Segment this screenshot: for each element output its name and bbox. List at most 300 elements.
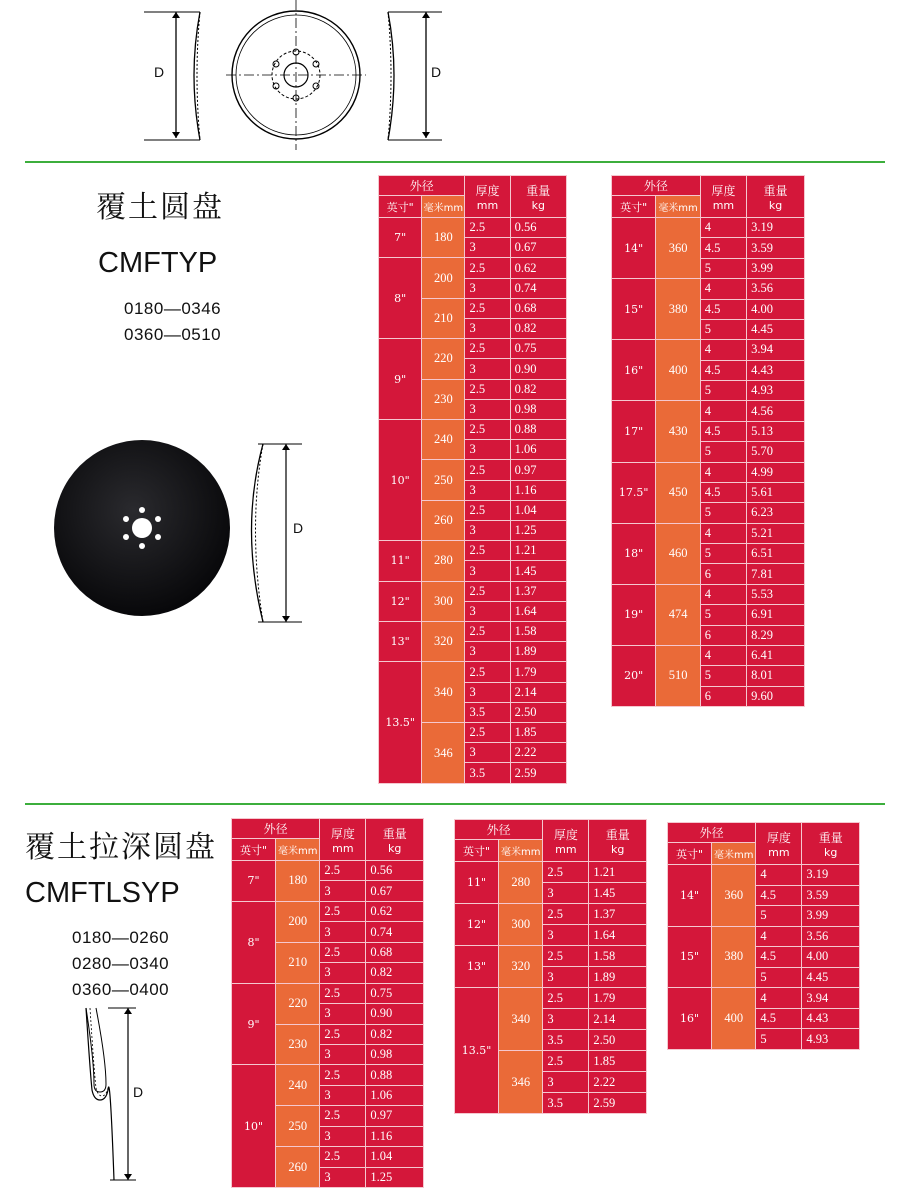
dimension-label-d: D bbox=[133, 1084, 144, 1100]
weight-cell: 3.19 bbox=[802, 865, 860, 886]
weight-cell: 0.82 bbox=[366, 963, 424, 983]
weight-cell: 2.59 bbox=[589, 1093, 647, 1114]
weight-cell: 4.93 bbox=[802, 1029, 860, 1050]
weight-cell: 0.88 bbox=[366, 1065, 424, 1085]
table-row bbox=[668, 865, 860, 886]
mm-cell: 200 bbox=[276, 901, 320, 942]
weight-cell: 0.74 bbox=[366, 922, 424, 942]
weight-cell: 6.51 bbox=[747, 544, 805, 564]
weight-cell: 9.60 bbox=[747, 686, 805, 706]
table-row bbox=[379, 581, 567, 601]
inch-cell: 16" bbox=[668, 988, 712, 1050]
thickness-cell: 4.5 bbox=[756, 947, 802, 968]
thickness-cell: 5 bbox=[756, 967, 802, 988]
mm-cell: 340 bbox=[422, 662, 465, 723]
table-row bbox=[455, 904, 647, 925]
table-row bbox=[612, 462, 805, 482]
thickness-cell: 5 bbox=[700, 666, 746, 686]
weight-cell: 0.98 bbox=[510, 399, 566, 419]
thickness-cell: 2.5 bbox=[465, 339, 510, 359]
spec-table bbox=[611, 175, 805, 707]
weight-cell: 3.56 bbox=[802, 926, 860, 947]
inch-cell: 14" bbox=[668, 865, 712, 927]
thickness-cell: 4.5 bbox=[700, 360, 746, 380]
mm-cell: 250 bbox=[276, 1106, 320, 1147]
inch-cell: 15" bbox=[668, 926, 712, 988]
table-row bbox=[612, 584, 805, 604]
header-outer-diameter: 外径 bbox=[232, 819, 320, 839]
weight-cell: 5.13 bbox=[747, 421, 805, 441]
mm-cell: 260 bbox=[276, 1147, 320, 1188]
weight-cell: 1.85 bbox=[510, 723, 566, 743]
inch-cell: 13" bbox=[379, 622, 422, 662]
weight-cell: 0.62 bbox=[510, 258, 566, 278]
weight-cell: 0.68 bbox=[366, 942, 424, 962]
inch-cell: 13.5" bbox=[379, 662, 422, 784]
mm-cell: 280 bbox=[499, 862, 543, 904]
weight-cell: 0.90 bbox=[510, 359, 566, 379]
mm-cell: 280 bbox=[422, 541, 465, 581]
thickness-cell: 5 bbox=[756, 906, 802, 927]
thickness-cell: 4.5 bbox=[700, 421, 746, 441]
table-row bbox=[455, 946, 647, 967]
table-row bbox=[232, 861, 424, 881]
weight-cell: 1.64 bbox=[510, 601, 566, 621]
thickness-cell: 5 bbox=[700, 544, 746, 564]
black-disc-image bbox=[50, 430, 310, 630]
weight-cell: 5.53 bbox=[747, 584, 805, 604]
weight-cell: 0.68 bbox=[510, 298, 566, 318]
product-code: 0280—0340 bbox=[72, 954, 170, 973]
header-thickness: 厚度 mm bbox=[320, 819, 366, 861]
inch-cell: 10" bbox=[379, 420, 422, 541]
thickness-cell: 2.5 bbox=[543, 1051, 589, 1072]
mm-cell: 380 bbox=[656, 279, 700, 340]
mm-cell: 320 bbox=[422, 622, 465, 662]
inch-cell: 11" bbox=[379, 541, 422, 581]
mm-cell: 300 bbox=[499, 904, 543, 946]
thickness-cell: 2.5 bbox=[465, 379, 510, 399]
weight-cell: 1.89 bbox=[510, 642, 566, 662]
weight-cell: 5.61 bbox=[747, 482, 805, 502]
inch-cell: 10" bbox=[232, 1065, 276, 1188]
inch-cell: 9" bbox=[232, 983, 276, 1065]
weight-cell: 0.90 bbox=[366, 1004, 424, 1024]
thickness-cell: 2.5 bbox=[465, 541, 510, 561]
weight-cell: 4.45 bbox=[747, 319, 805, 339]
mm-cell: 250 bbox=[422, 460, 465, 500]
mm-cell: 180 bbox=[276, 861, 320, 902]
product-title: 覆土圆盘 bbox=[96, 190, 224, 225]
disc-technical-drawing bbox=[140, 0, 460, 152]
spec-table bbox=[231, 818, 424, 1188]
header-weight: 重量 kg bbox=[510, 176, 566, 218]
header-thickness: 厚度 mm bbox=[756, 823, 802, 865]
header-inch: 英寸" bbox=[232, 839, 276, 861]
thickness-cell: 4 bbox=[700, 340, 746, 360]
table-row bbox=[612, 523, 805, 543]
thickness-cell: 2.5 bbox=[320, 1147, 366, 1167]
thickness-cell: 4 bbox=[700, 218, 746, 238]
thickness-cell: 2.5 bbox=[465, 258, 510, 278]
weight-cell: 3.99 bbox=[802, 906, 860, 927]
deep-disc-profile-drawing bbox=[80, 1000, 160, 1190]
thickness-cell: 2.5 bbox=[465, 218, 510, 238]
header-weight: 重量 kg bbox=[589, 820, 647, 862]
inch-cell: 20" bbox=[612, 645, 656, 706]
weight-cell: 4.43 bbox=[747, 360, 805, 380]
inch-cell: 13.5" bbox=[455, 988, 499, 1114]
thickness-cell: 3.5 bbox=[543, 1030, 589, 1051]
weight-cell: 0.56 bbox=[366, 861, 424, 881]
dimension-label-d: D bbox=[293, 520, 304, 536]
weight-cell: 4.99 bbox=[747, 462, 805, 482]
thickness-cell: 5 bbox=[700, 258, 746, 278]
weight-cell: 1.79 bbox=[589, 988, 647, 1009]
mm-cell: 400 bbox=[712, 988, 756, 1050]
product-model: CMFTLSYP bbox=[25, 877, 180, 909]
spec-table bbox=[454, 819, 647, 1114]
weight-cell: 1.58 bbox=[510, 622, 566, 642]
inch-cell: 13" bbox=[455, 946, 499, 988]
thickness-cell: 6 bbox=[700, 625, 746, 645]
mm-cell: 346 bbox=[422, 723, 465, 784]
dimension-label-d: D bbox=[154, 64, 165, 80]
table-row bbox=[455, 862, 647, 883]
weight-cell: 2.22 bbox=[510, 743, 566, 763]
table-row bbox=[379, 218, 567, 238]
inch-cell: 7" bbox=[232, 861, 276, 902]
table-row bbox=[379, 662, 567, 682]
thickness-cell: 4 bbox=[700, 523, 746, 543]
inch-cell: 11" bbox=[455, 862, 499, 904]
thickness-cell: 4.5 bbox=[700, 482, 746, 502]
thickness-cell: 4 bbox=[700, 279, 746, 299]
thickness-cell: 3 bbox=[320, 1126, 366, 1146]
thickness-cell: 3 bbox=[320, 1167, 366, 1187]
mm-cell: 210 bbox=[276, 942, 320, 983]
header-mm: 毫米mm bbox=[712, 843, 756, 865]
thickness-cell: 3 bbox=[320, 922, 366, 942]
weight-cell: 1.21 bbox=[510, 541, 566, 561]
weight-cell: 3.56 bbox=[747, 279, 805, 299]
thickness-cell: 3 bbox=[465, 521, 510, 541]
product-code: 0180—0346 bbox=[124, 299, 222, 318]
weight-cell: 0.88 bbox=[510, 420, 566, 440]
thickness-cell: 5 bbox=[700, 605, 746, 625]
table-row bbox=[612, 279, 805, 299]
mm-cell: 320 bbox=[499, 946, 543, 988]
thickness-cell: 2.5 bbox=[465, 500, 510, 520]
table-row bbox=[379, 622, 567, 642]
thickness-cell: 2.5 bbox=[320, 901, 366, 921]
mm-cell: 220 bbox=[276, 983, 320, 1024]
inch-cell: 8" bbox=[379, 258, 422, 339]
thickness-cell: 6 bbox=[700, 564, 746, 584]
weight-cell: 8.29 bbox=[747, 625, 805, 645]
weight-cell: 6.91 bbox=[747, 605, 805, 625]
weight-cell: 0.82 bbox=[510, 379, 566, 399]
header-outer-diameter: 外径 bbox=[668, 823, 756, 843]
inch-cell: 12" bbox=[455, 904, 499, 946]
table-row bbox=[379, 339, 567, 359]
weight-cell: 2.50 bbox=[510, 702, 566, 722]
header-outer-diameter: 外径 bbox=[455, 820, 543, 840]
thickness-cell: 2.5 bbox=[465, 662, 510, 682]
table-row bbox=[379, 258, 567, 278]
thickness-cell: 3 bbox=[465, 278, 510, 298]
inch-cell: 7" bbox=[379, 218, 422, 258]
weight-cell: 1.06 bbox=[366, 1085, 424, 1105]
mm-cell: 200 bbox=[422, 258, 465, 298]
weight-cell: 5.70 bbox=[747, 442, 805, 462]
table-row bbox=[612, 218, 805, 238]
table-row bbox=[232, 983, 424, 1003]
weight-cell: 2.14 bbox=[510, 682, 566, 702]
thickness-cell: 4 bbox=[756, 988, 802, 1009]
weight-cell: 0.56 bbox=[510, 218, 566, 238]
mm-cell: 400 bbox=[656, 340, 700, 401]
header-weight: 重量 kg bbox=[747, 176, 805, 218]
mm-cell: 346 bbox=[499, 1051, 543, 1114]
thickness-cell: 2.5 bbox=[320, 861, 366, 881]
header-inch: 英寸" bbox=[612, 196, 656, 218]
thickness-cell: 3 bbox=[320, 1044, 366, 1064]
table-row bbox=[232, 901, 424, 921]
mm-cell: 340 bbox=[499, 988, 543, 1051]
inch-cell: 16" bbox=[612, 340, 656, 401]
thickness-cell: 2.5 bbox=[320, 1106, 366, 1126]
inch-cell: 14" bbox=[612, 218, 656, 279]
thickness-cell: 3 bbox=[465, 743, 510, 763]
thickness-cell: 2.5 bbox=[543, 904, 589, 925]
thickness-cell: 3 bbox=[465, 319, 510, 339]
thickness-cell: 4.5 bbox=[700, 238, 746, 258]
table-row bbox=[232, 1065, 424, 1085]
mm-cell: 510 bbox=[656, 645, 700, 706]
weight-cell: 1.89 bbox=[589, 967, 647, 988]
thickness-cell: 2.5 bbox=[543, 946, 589, 967]
thickness-cell: 4 bbox=[756, 926, 802, 947]
mm-cell: 240 bbox=[422, 420, 465, 460]
mm-cell: 380 bbox=[712, 926, 756, 988]
thickness-cell: 2.5 bbox=[320, 942, 366, 962]
weight-cell: 0.97 bbox=[366, 1106, 424, 1126]
weight-cell: 0.74 bbox=[510, 278, 566, 298]
weight-cell: 6.41 bbox=[747, 645, 805, 665]
product-model: CMFTYP bbox=[98, 247, 218, 279]
thickness-cell: 6 bbox=[700, 686, 746, 706]
weight-cell: 4.43 bbox=[802, 1008, 860, 1029]
header-inch: 英寸" bbox=[668, 843, 712, 865]
inch-cell: 17" bbox=[612, 401, 656, 462]
weight-cell: 6.23 bbox=[747, 503, 805, 523]
weight-cell: 0.67 bbox=[366, 881, 424, 901]
table-row bbox=[668, 926, 860, 947]
weight-cell: 0.75 bbox=[510, 339, 566, 359]
table-row bbox=[612, 401, 805, 421]
thickness-cell: 2.5 bbox=[320, 1065, 366, 1085]
weight-cell: 3.59 bbox=[802, 885, 860, 906]
header-mm: 毫米mm bbox=[656, 196, 700, 218]
weight-cell: 1.25 bbox=[366, 1167, 424, 1187]
thickness-cell: 3 bbox=[320, 1085, 366, 1105]
table-row bbox=[379, 541, 567, 561]
thickness-cell: 4 bbox=[700, 401, 746, 421]
header-thickness: 厚度 mm bbox=[543, 820, 589, 862]
weight-cell: 4.00 bbox=[747, 299, 805, 319]
mm-cell: 450 bbox=[656, 462, 700, 523]
weight-cell: 1.79 bbox=[510, 662, 566, 682]
thickness-cell: 3 bbox=[465, 359, 510, 379]
weight-cell: 1.85 bbox=[589, 1051, 647, 1072]
mm-cell: 210 bbox=[422, 298, 465, 338]
mm-cell: 260 bbox=[422, 500, 465, 540]
thickness-cell: 3 bbox=[320, 1004, 366, 1024]
thickness-cell: 3.5 bbox=[543, 1093, 589, 1114]
weight-cell: 1.04 bbox=[510, 500, 566, 520]
mm-cell: 220 bbox=[422, 339, 465, 379]
mm-cell: 230 bbox=[276, 1024, 320, 1065]
thickness-cell: 5 bbox=[700, 442, 746, 462]
thickness-cell: 5 bbox=[700, 319, 746, 339]
weight-cell: 0.97 bbox=[510, 460, 566, 480]
thickness-cell: 2.5 bbox=[465, 581, 510, 601]
product-code: 0360—0510 bbox=[124, 325, 222, 344]
thickness-cell: 2.5 bbox=[465, 460, 510, 480]
mm-cell: 360 bbox=[656, 218, 700, 279]
thickness-cell: 4 bbox=[700, 584, 746, 604]
weight-cell: 3.19 bbox=[747, 218, 805, 238]
weight-cell: 1.64 bbox=[589, 925, 647, 946]
thickness-cell: 2.5 bbox=[465, 420, 510, 440]
weight-cell: 1.04 bbox=[366, 1147, 424, 1167]
thickness-cell: 3 bbox=[465, 601, 510, 621]
weight-cell: 1.21 bbox=[589, 862, 647, 883]
header-inch: 英寸" bbox=[455, 840, 499, 862]
header-thickness: 厚度 mm bbox=[700, 176, 746, 218]
weight-cell: 3.94 bbox=[802, 988, 860, 1009]
weight-cell: 0.98 bbox=[366, 1044, 424, 1064]
table-row bbox=[612, 340, 805, 360]
mm-cell: 360 bbox=[712, 865, 756, 927]
weight-cell: 1.25 bbox=[510, 521, 566, 541]
thickness-cell: 3 bbox=[465, 642, 510, 662]
weight-cell: 1.16 bbox=[510, 480, 566, 500]
product-code: 0360—0400 bbox=[72, 980, 170, 999]
thickness-cell: 4 bbox=[756, 865, 802, 886]
weight-cell: 1.37 bbox=[510, 581, 566, 601]
mm-cell: 474 bbox=[656, 584, 700, 645]
weight-cell: 4.45 bbox=[802, 967, 860, 988]
weight-cell: 3.99 bbox=[747, 258, 805, 278]
weight-cell: 4.93 bbox=[747, 381, 805, 401]
mm-cell: 230 bbox=[422, 379, 465, 419]
thickness-cell: 3 bbox=[465, 682, 510, 702]
section-divider bbox=[25, 803, 885, 805]
weight-cell: 1.06 bbox=[510, 440, 566, 460]
inch-cell: 15" bbox=[612, 279, 656, 340]
section-divider bbox=[25, 161, 885, 163]
mm-cell: 240 bbox=[276, 1065, 320, 1106]
inch-cell: 19" bbox=[612, 584, 656, 645]
thickness-cell: 2.5 bbox=[543, 988, 589, 1009]
inch-cell: 12" bbox=[379, 581, 422, 621]
weight-cell: 1.16 bbox=[366, 1126, 424, 1146]
mm-cell: 180 bbox=[422, 218, 465, 258]
header-outer-diameter: 外径 bbox=[612, 176, 701, 196]
thickness-cell: 2.5 bbox=[543, 862, 589, 883]
weight-cell: 0.82 bbox=[366, 1024, 424, 1044]
thickness-cell: 2.5 bbox=[465, 723, 510, 743]
weight-cell: 4.56 bbox=[747, 401, 805, 421]
weight-cell: 2.14 bbox=[589, 1009, 647, 1030]
weight-cell: 1.58 bbox=[589, 946, 647, 967]
spec-table bbox=[667, 822, 860, 1050]
thickness-cell: 3.5 bbox=[465, 763, 510, 784]
thickness-cell: 5 bbox=[700, 381, 746, 401]
thickness-cell: 2.5 bbox=[320, 983, 366, 1003]
table-row bbox=[668, 988, 860, 1009]
thickness-cell: 5 bbox=[700, 503, 746, 523]
thickness-cell: 4 bbox=[700, 645, 746, 665]
header-mm: 毫米mm bbox=[276, 839, 320, 861]
thickness-cell: 3.5 bbox=[465, 702, 510, 722]
header-weight: 重量 kg bbox=[802, 823, 860, 865]
inch-cell: 17.5" bbox=[612, 462, 656, 523]
thickness-cell: 3 bbox=[465, 238, 510, 258]
weight-cell: 3.94 bbox=[747, 340, 805, 360]
inch-cell: 9" bbox=[379, 339, 422, 420]
header-thickness: 厚度 mm bbox=[465, 176, 510, 218]
weight-cell: 4.00 bbox=[802, 947, 860, 968]
weight-cell: 1.37 bbox=[589, 904, 647, 925]
thickness-cell: 3 bbox=[320, 963, 366, 983]
weight-cell: 0.67 bbox=[510, 238, 566, 258]
product-code: 0180—0260 bbox=[72, 928, 170, 947]
thickness-cell: 5 bbox=[756, 1029, 802, 1050]
thickness-cell: 4.5 bbox=[756, 1008, 802, 1029]
inch-cell: 18" bbox=[612, 523, 656, 584]
mm-cell: 430 bbox=[656, 401, 700, 462]
thickness-cell: 4.5 bbox=[756, 885, 802, 906]
weight-cell: 5.21 bbox=[747, 523, 805, 543]
thickness-cell: 3 bbox=[320, 881, 366, 901]
weight-cell: 0.62 bbox=[366, 901, 424, 921]
header-outer-diameter: 外径 bbox=[379, 176, 465, 196]
thickness-cell: 3 bbox=[465, 480, 510, 500]
weight-cell: 7.81 bbox=[747, 564, 805, 584]
header-mm: 毫米mm bbox=[422, 196, 465, 218]
header-inch: 英寸" bbox=[379, 196, 422, 218]
thickness-cell: 2.5 bbox=[465, 298, 510, 318]
mm-cell: 300 bbox=[422, 581, 465, 621]
weight-cell: 0.75 bbox=[366, 983, 424, 1003]
header-weight: 重量 kg bbox=[366, 819, 424, 861]
weight-cell: 2.59 bbox=[510, 763, 566, 784]
mm-cell: 460 bbox=[656, 523, 700, 584]
weight-cell: 3.59 bbox=[747, 238, 805, 258]
thickness-cell: 4.5 bbox=[700, 299, 746, 319]
thickness-cell: 3 bbox=[465, 561, 510, 581]
weight-cell: 2.50 bbox=[589, 1030, 647, 1051]
product-title: 覆土拉深圆盘 bbox=[25, 830, 217, 865]
thickness-cell: 3 bbox=[465, 399, 510, 419]
thickness-cell: 4 bbox=[700, 462, 746, 482]
inch-cell: 8" bbox=[232, 901, 276, 983]
thickness-cell: 3 bbox=[543, 883, 589, 904]
thickness-cell: 3 bbox=[543, 967, 589, 988]
